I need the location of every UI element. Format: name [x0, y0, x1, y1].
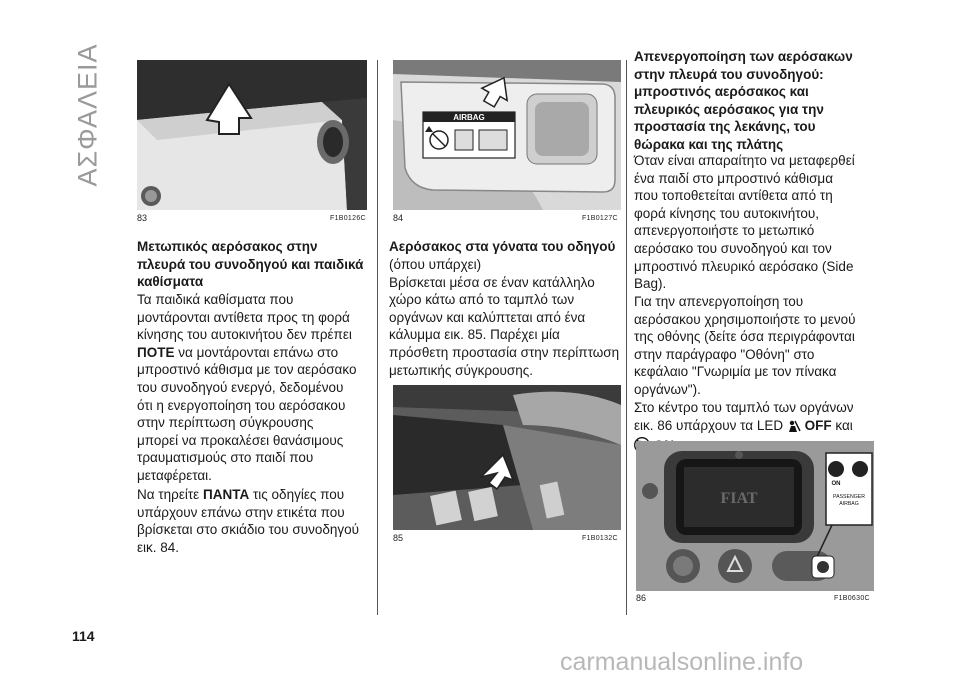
col3-heading: [634, 48, 874, 153]
col2-heading: Αερόσακος στα γόνατα του οδηγού: [389, 239, 616, 254]
heading-line: στην πλευρά του συνοδηγού:: [634, 66, 824, 82]
text-line: Όταν είναι απαραίτητο να μεταφερθεί: [634, 153, 855, 168]
text-line: μετωπικής σύγκρουσης.: [389, 362, 533, 378]
heading-line: μπροστινός αερόσακος και: [634, 84, 809, 99]
emphasis: ΠΟΤΕ: [137, 344, 175, 360]
heading-line: Απενεργοποίηση των αερόσακων: [634, 49, 853, 64]
text-span: και: [831, 417, 853, 433]
figure-84-sun-visor-photo: [393, 60, 621, 210]
text-line: οργάνων").: [634, 381, 701, 397]
col3-paragraph-2: [634, 293, 879, 399]
figure-86-number: 86: [636, 593, 647, 603]
airbag-label-text: AIRBAG: [453, 113, 485, 122]
text-span: τις οδηγίες που: [249, 487, 345, 502]
col3-paragraph-1: [634, 152, 879, 293]
text-line: αερόσακο του συνοδηγού και τον: [634, 240, 832, 256]
col1-paragraph-1: [137, 291, 375, 485]
column-divider: [377, 60, 378, 615]
text-line: ότι η ενεργοποίηση του αερόσακου: [137, 397, 346, 413]
text-line: χώρο κάτω από το ταμπλό των: [389, 292, 575, 308]
text-line: φορά κίνησης του αυτοκινήτου,: [634, 205, 820, 221]
text-line: Βρίσκεται μέσα σε έναν κατάλληλο: [389, 274, 595, 290]
figure-83-code: F1B0126C: [330, 215, 366, 222]
text-line: εικ. 84.: [137, 539, 180, 555]
figure-86-center-console-photo: [636, 441, 874, 591]
svg-text:FIAT: FIAT: [720, 490, 758, 507]
heading-line: καθίσματα: [137, 274, 204, 289]
heading-line: πλευρά του συνοδηγού και παιδικά: [137, 256, 364, 272]
text-line: μπροστινό κάθισμα με τον αερόσακο: [137, 362, 357, 378]
text-line: μεταφέρεται.: [137, 467, 212, 483]
text-line: στην παράγραφο "Οθόνη" στο: [634, 346, 815, 362]
heading-line: πλευρικός αερόσακος για την: [634, 101, 824, 117]
text-line: πρόσθετη προστασία στην περίπτωση: [389, 344, 620, 360]
section-title: [70, 43, 106, 187]
text-line: Τα παιδικά καθίσματα που: [137, 292, 294, 307]
text-line: του συνοδηγού ενεργό, δεδομένου: [137, 379, 344, 395]
emphasis: OFF: [804, 417, 832, 433]
text-line: βρίσκεται στο σκιάδιο του συνοδηγού: [137, 522, 360, 538]
figure-84-code: F1B0127C: [582, 215, 618, 222]
text-line: αερόσακου χρησιμοποιήστε το μενού: [634, 311, 856, 327]
watermark-text: carmanualsonline.info: [560, 648, 804, 676]
text-line: τραυματισμούς στο παιδί που: [137, 450, 314, 466]
text-line: που τοποθετείται αντίθετα από τη: [634, 188, 833, 204]
heading-line: προστασία της λεκάνης, του: [634, 119, 816, 134]
figure-86-code: F1B0630C: [834, 595, 870, 602]
column-divider: [626, 60, 627, 615]
emphasis: ΠΑΝΤΑ: [202, 487, 250, 502]
text-line: μπροστινό πλευρικό αερόσακο (Side: [634, 258, 854, 274]
figure-84-number: 84: [393, 213, 404, 223]
heading-line: Μετωπικός αερόσακος στην: [137, 239, 318, 254]
text-line: απενεργοποιήστε το μετωπικό: [634, 223, 815, 239]
text-line: [137, 486, 375, 504]
figure-85-number: 85: [393, 533, 404, 543]
heading-line: θώρακα και της πλάτης: [634, 136, 784, 152]
text-line: Για την απενεργοποίηση του: [634, 294, 804, 309]
text-line: μπορεί να προκαλέσει θανάσιμους: [137, 432, 344, 448]
text-line: στην περίπτωση σύγκρουσης: [137, 415, 314, 431]
text-line: (όπου υπάρχει): [389, 257, 482, 272]
figure-85-code: F1B0132C: [582, 535, 618, 542]
text-line: κάλυμμα εικ. 85. Παρέχει μία: [389, 327, 560, 343]
text-line: ένα παιδί στο μπροστινό κάθισμα: [634, 170, 834, 186]
passenger-airbag-label-line1: PASSENGER: [833, 494, 865, 500]
text-line: [634, 417, 879, 438]
col1-paragraph-2: [137, 486, 375, 556]
text-line: Bag).: [634, 276, 667, 292]
section-title-text: ΑΣΦΑΛΕΙΑ: [72, 43, 103, 187]
text-line: κίνησης του αυτοκινήτου δεν πρέπει: [137, 327, 352, 343]
text-span: εικ. 86 υπάρχουν τα LED: [634, 417, 787, 433]
col2-paragraph: [389, 256, 625, 379]
text-line: υπάρχουν επάνω στην ετικέτα που: [137, 504, 345, 520]
text-line: μοντάρονται αντίθετα προς τη φορά: [137, 309, 350, 325]
page-number: 114: [72, 628, 95, 644]
figure-83-number: 83: [137, 213, 148, 223]
text-span: Να τηρείτε: [137, 487, 203, 502]
text-span: να μοντάρονται επάνω στο: [174, 344, 339, 360]
figure-83-dashboard-photo: [137, 60, 367, 210]
figure-85-knee-airbag-photo: [393, 385, 621, 530]
text-line: Στο κέντρο του ταμπλό των οργάνων: [634, 400, 854, 415]
on-led-label: ON: [831, 481, 841, 487]
text-line: κεφάλαιο "Γνωριμία με τον πίνακα: [634, 364, 837, 380]
text-line: της οθόνης (δείτε όσα περιγράφονται: [634, 329, 855, 345]
airbag-off-icon: [787, 419, 801, 438]
passenger-airbag-label-line2: AIRBAG: [839, 501, 859, 507]
text-line: οργάνων και καλύπτεται από ένα: [389, 309, 586, 325]
col1-heading: [137, 238, 373, 291]
text-line: [137, 344, 375, 362]
